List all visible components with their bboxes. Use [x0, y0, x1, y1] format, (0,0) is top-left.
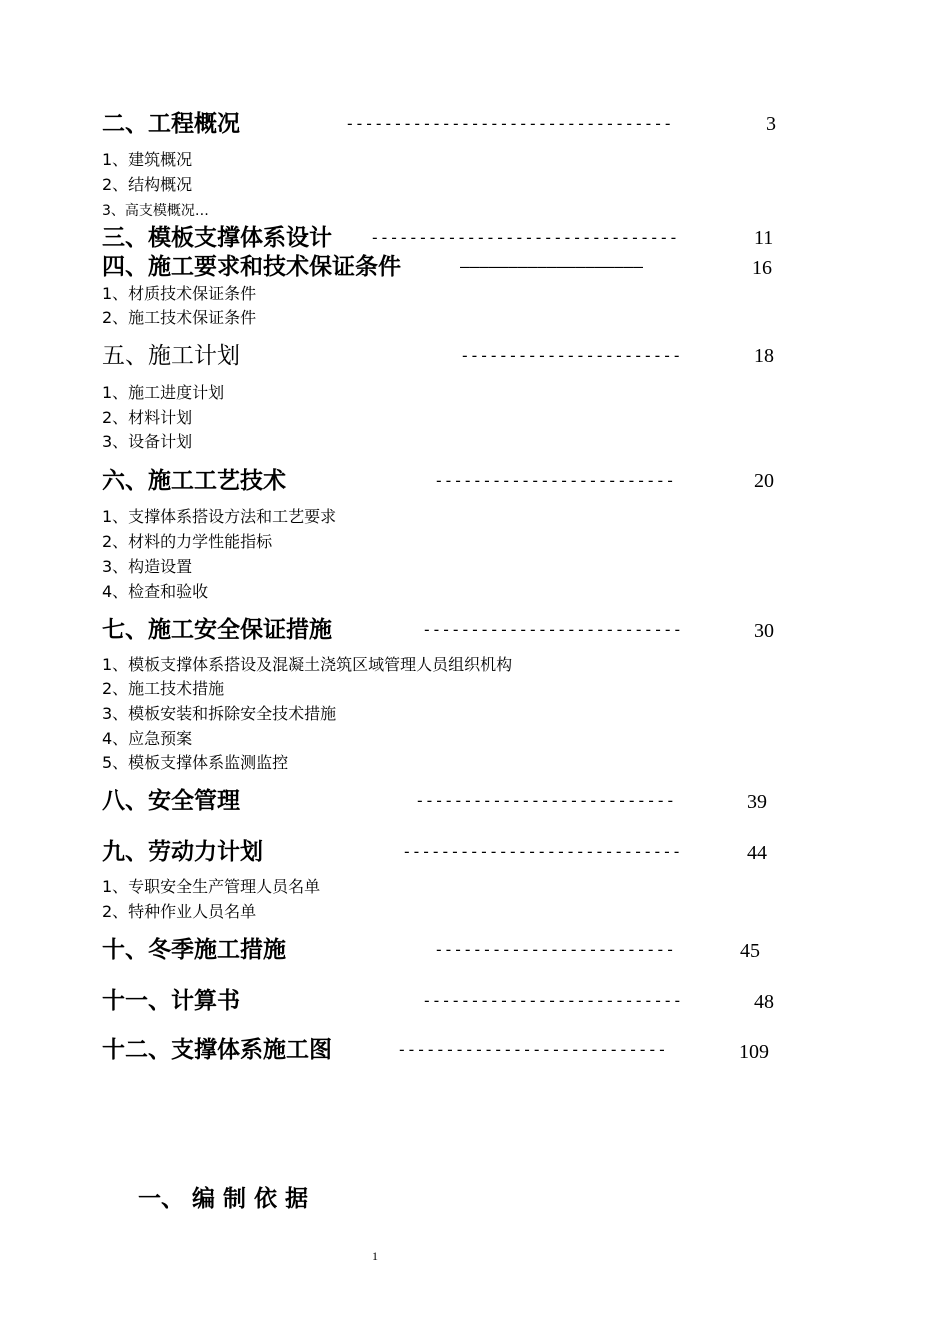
toc-leader-dashes: ----------------------------------: [345, 114, 673, 133]
toc-leader-dashes: --------------------------------: [370, 228, 679, 247]
toc-leader-dashes: ---------------------------: [422, 991, 683, 1010]
toc-page-number: 16: [752, 257, 772, 279]
toc-sub-item[interactable]: 1、专职安全生产管理人员名单: [102, 877, 321, 896]
toc-page-number: 44: [747, 842, 767, 864]
toc-heading-construction-requirements[interactable]: 四、施工要求和技术保证条件: [102, 254, 401, 280]
toc-sub-item[interactable]: 2、特种作业人员名单: [102, 902, 257, 921]
toc-sub-item[interactable]: 3、高支模概况…: [102, 203, 209, 219]
toc-heading-construction-plan[interactable]: 五、施工计划: [102, 343, 240, 369]
toc-sub-item[interactable]: 3、模板安装和拆除安全技术措施: [102, 704, 337, 723]
toc-sub-item[interactable]: 1、支撑体系搭设方法和工艺要求: [102, 507, 337, 526]
toc-leader-dashes: -------------------------: [434, 940, 675, 959]
toc-page-number: 45: [740, 940, 760, 962]
toc-page-number: 30: [754, 620, 774, 642]
toc-heading-engineering-overview[interactable]: 二、工程概况: [102, 111, 240, 137]
toc-leader-dashes: ---------------------------: [422, 620, 683, 639]
toc-heading-process-technology[interactable]: 六、施工工艺技术: [102, 468, 286, 494]
toc-page-number: 48: [754, 991, 774, 1013]
toc-heading-labor-plan[interactable]: 九、劳动力计划: [102, 839, 263, 865]
toc-leader-dashes: ----------------------------: [397, 1040, 667, 1059]
toc-sub-item[interactable]: 2、材料的力学性能指标: [102, 532, 273, 551]
toc-heading-safety-measures[interactable]: 七、施工安全保证措施: [102, 617, 332, 643]
toc-sub-item[interactable]: 3、构造设置: [102, 557, 193, 576]
toc-sub-item[interactable]: 1、模板支撑体系搭设及混凝土浇筑区域管理人员组织机构: [102, 655, 513, 674]
toc-page-number: 20: [754, 470, 774, 492]
toc-leader-dashes: ———————————————————: [460, 257, 644, 276]
toc-sub-item[interactable]: 4、检查和验收: [102, 582, 209, 601]
toc-page-number: 3: [766, 113, 776, 135]
toc-heading-construction-drawings[interactable]: 十二、支撑体系施工图: [102, 1037, 332, 1063]
toc-sub-item[interactable]: 2、施工技术保证条件: [102, 308, 257, 327]
toc-sub-item[interactable]: 1、施工进度计划: [102, 383, 225, 402]
toc-leader-dashes: -------------------------: [434, 471, 675, 490]
toc-heading-formwork-design[interactable]: 三、模板支撑体系设计: [102, 225, 332, 251]
toc-leader-dashes: ---------------------------: [415, 791, 676, 810]
toc-sub-item[interactable]: 1、材质技术保证条件: [102, 284, 257, 303]
toc-sub-item[interactable]: 2、材料计划: [102, 408, 193, 427]
toc-sub-item[interactable]: 4、应急预案: [102, 729, 193, 748]
toc-heading-calculation-book[interactable]: 十一、计算书: [102, 988, 240, 1014]
toc-leader-dashes: -----------------------------: [402, 842, 682, 861]
toc-leader-dashes: -----------------------: [460, 346, 682, 365]
section-title-compilation-basis: 一、 编 制 依 据: [138, 1186, 309, 1212]
toc-heading-safety-management[interactable]: 八、安全管理: [102, 788, 240, 814]
toc-sub-item[interactable]: 2、施工技术措施: [102, 679, 225, 698]
toc-heading-winter-construction[interactable]: 十、冬季施工措施: [102, 937, 286, 963]
page-number: 1: [372, 1249, 378, 1263]
toc-page-number: 109: [739, 1041, 769, 1063]
toc-sub-item[interactable]: 1、建筑概况: [102, 150, 193, 169]
toc-page-number: 11: [754, 227, 774, 249]
toc-sub-item[interactable]: 5、模板支撑体系监测监控: [102, 753, 289, 772]
toc-sub-item[interactable]: 2、结构概况: [102, 175, 193, 194]
toc-sub-item[interactable]: 3、设备计划: [102, 432, 193, 451]
toc-page-number: 39: [747, 791, 767, 813]
toc-page-number: 18: [754, 345, 774, 367]
